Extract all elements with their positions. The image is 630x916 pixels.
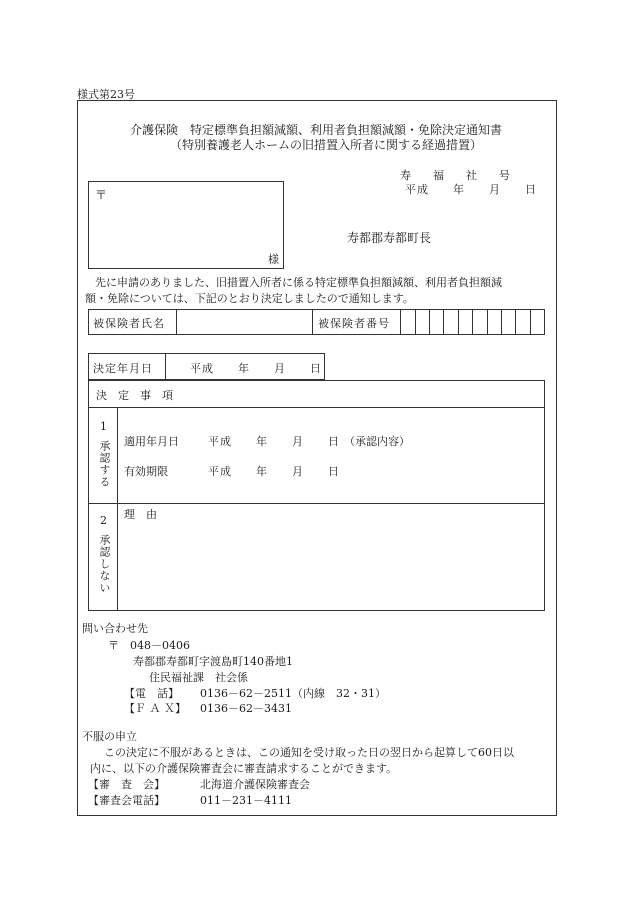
form-title: 介護保険 特定標準負担額減額、利用者負担額減額・免除決定通知書 (130, 123, 503, 137)
contact-fax-value: 0136－62－3431 (200, 702, 292, 715)
appeal-heading: 不服の申立 (82, 730, 137, 743)
reason-label: 理 由 (124, 508, 157, 521)
insured-number-label: 被保険者番号 (318, 317, 390, 330)
appeal-line-1: この決定に不服があるときは、この通知を受け取った日の翌日から起算して60日以 (104, 746, 514, 759)
insured-name-label: 被保険者氏名 (93, 317, 165, 330)
honorific: 様 (268, 253, 279, 266)
reason-field[interactable] (120, 520, 542, 608)
appeal-line-2: 内に、以下の介護保険審査会に審査請求することができます。 (90, 762, 398, 775)
valid-label: 有効期限 (124, 465, 168, 478)
valid-value[interactable]: 平成 年 月 日 (208, 465, 340, 478)
decision-items-label: 決 定 事 項 (96, 389, 173, 402)
intro-line-1: 先に申請のありました、旧措置入所者に係る特定標準負担額減額、利用者負担額減 (95, 276, 502, 289)
recipient-address-box (88, 181, 284, 269)
contact-tel-label: 【電 話】 (124, 687, 179, 700)
postal-mark: 〒 (95, 188, 108, 202)
contact-tel-value: 0136－62－2511（内線 32・31） (200, 687, 386, 700)
document-date: 平成 年 月 日 (405, 183, 537, 196)
contact-fax-label: 【Ｆ Ａ Ｘ】 (124, 702, 186, 715)
apply-date-value[interactable]: 平成 年 月 日 (208, 435, 340, 448)
board-value: 北海道介護保険審査会 (200, 778, 310, 791)
apply-date-label: 適用年月日 (124, 435, 179, 448)
decision-date-value[interactable]: 平成 年 月 日 (190, 362, 322, 375)
form-subtitle: （特別養護老人ホームの旧措置入所者に関する経過措置） (170, 138, 483, 152)
insured-number-field[interactable] (401, 311, 543, 333)
decision-date-label: 決定年月日 (93, 362, 153, 375)
deny-number: 2 (100, 514, 107, 527)
contact-postal: 〒 048－0406 (108, 639, 190, 652)
approval-content: （承認内容） (344, 435, 410, 448)
document-number: 寿 福 社 号 (400, 169, 510, 182)
contact-heading: 問い合わせ先 (82, 622, 148, 635)
form-number: 様式第23号 (77, 88, 135, 101)
insured-name-field[interactable] (178, 311, 310, 333)
issuer: 寿都郡寿都町長 (347, 231, 432, 245)
board-label: 【審 査 会】 (88, 778, 165, 791)
deny-vertical-label: 承認しない (98, 534, 111, 594)
approve-number: 1 (100, 420, 107, 433)
board-tel-label: 【審査会電話】 (88, 794, 165, 807)
board-tel-value: 011－231－4111 (200, 794, 292, 807)
approve-vertical-label: 承認する (98, 440, 111, 488)
contact-address: 寿都郡寿都町字渡島町140番地1 (133, 655, 293, 668)
contact-dept: 住民福祉課 社会係 (149, 671, 248, 684)
intro-line-2: 額・免除については、下記のとおり決定しましたので通知します。 (85, 292, 414, 305)
